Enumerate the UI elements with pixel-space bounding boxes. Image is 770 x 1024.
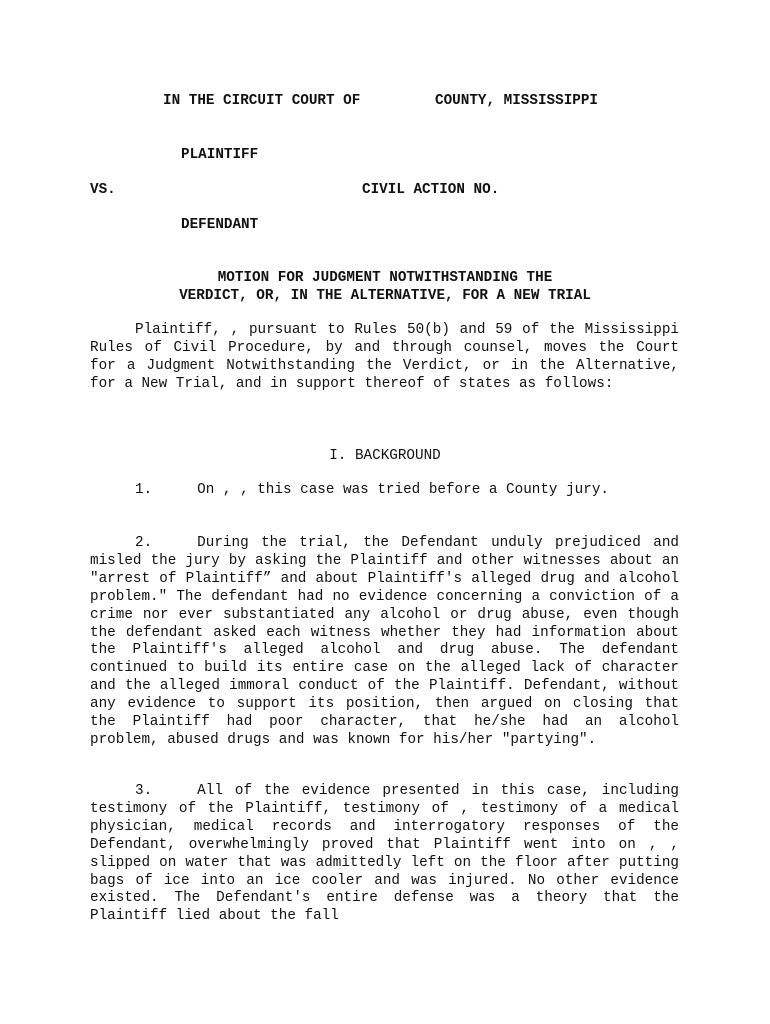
paragraph-text: All of the evidence presented in this case, including testimony of the Plaintiff, testimony of , testimony of a medical physician, medical records and interrogatory responses of the Defendant, overwhelmingly proved that Plaintiff went into on , , slipped on water that was admittedly left on the floor after putting bags of ice into an ice cooler and was injured. No other evidence existed. The Defendant's entire defense was a theory that the Plaintiff lied about the fall: [90, 783, 679, 925]
paragraph-text: During the trial, the Defendant unduly prejudiced and misled the jury by asking the Plaintiff and other witnesses about an "arrest of Plaintiff” and about Plaintiff's alleged drug and alcohol problem." The defendant had no evidence concerning a conviction of a crime nor ever substantiated any alcohol or drug abuse, even though the defendant asked each witness whether they had information about the Plaintiff's alleged alcohol and drug abuse. The defendant continued to build its entire case on the alleged lack of character and the alleged immoral conduct of the Plaintiff. Defendant, without any evidence to support its position, then argued on closing that the Plaintiff had poor character, that he/she had an alcohol problem, abused drugs and was known for his/her "partying".: [90, 535, 679, 748]
vs-label: VS.: [90, 182, 116, 198]
numbered-paragraph-2: [90, 535, 679, 750]
paragraph-text: On , , this case was tried before a County jury.: [197, 482, 609, 498]
paragraph-number: 3.: [135, 783, 153, 799]
numbered-paragraph-1: [90, 482, 679, 500]
intro-paragraph: [90, 322, 679, 394]
court-name-left: IN THE CIRCUIT COURT OF: [163, 93, 361, 109]
numbered-paragraph-3: [90, 783, 679, 926]
section-heading: I. BACKGROUND: [329, 448, 441, 464]
civil-action-label: CIVIL ACTION NO.: [362, 182, 500, 198]
paragraph-number: 1.: [135, 482, 153, 498]
intro-paragraph-text: Plaintiff, , pursuant to Rules 50(b) and 59 of the Mississippi Rules of Civil Procedure, by and through counsel, moves the Court for a Judgment Notwithstanding the Verdict, or in the Alternative, for a New Trial, and in support thereof of states as follows:: [90, 322, 679, 392]
paragraph-number: 2.: [135, 535, 153, 551]
court-name-right: COUNTY, MISSISSIPPI: [435, 93, 599, 109]
defendant-label: DEFENDANT: [181, 217, 259, 233]
motion-title-line-2: VERDICT, OR, IN THE ALTERNATIVE, FOR A NEW TRIAL: [179, 288, 591, 304]
motion-title-line-1: MOTION FOR JUDGMENT NOTWITHSTANDING THE: [217, 270, 553, 286]
plaintiff-label: PLAINTIFF: [181, 147, 259, 163]
